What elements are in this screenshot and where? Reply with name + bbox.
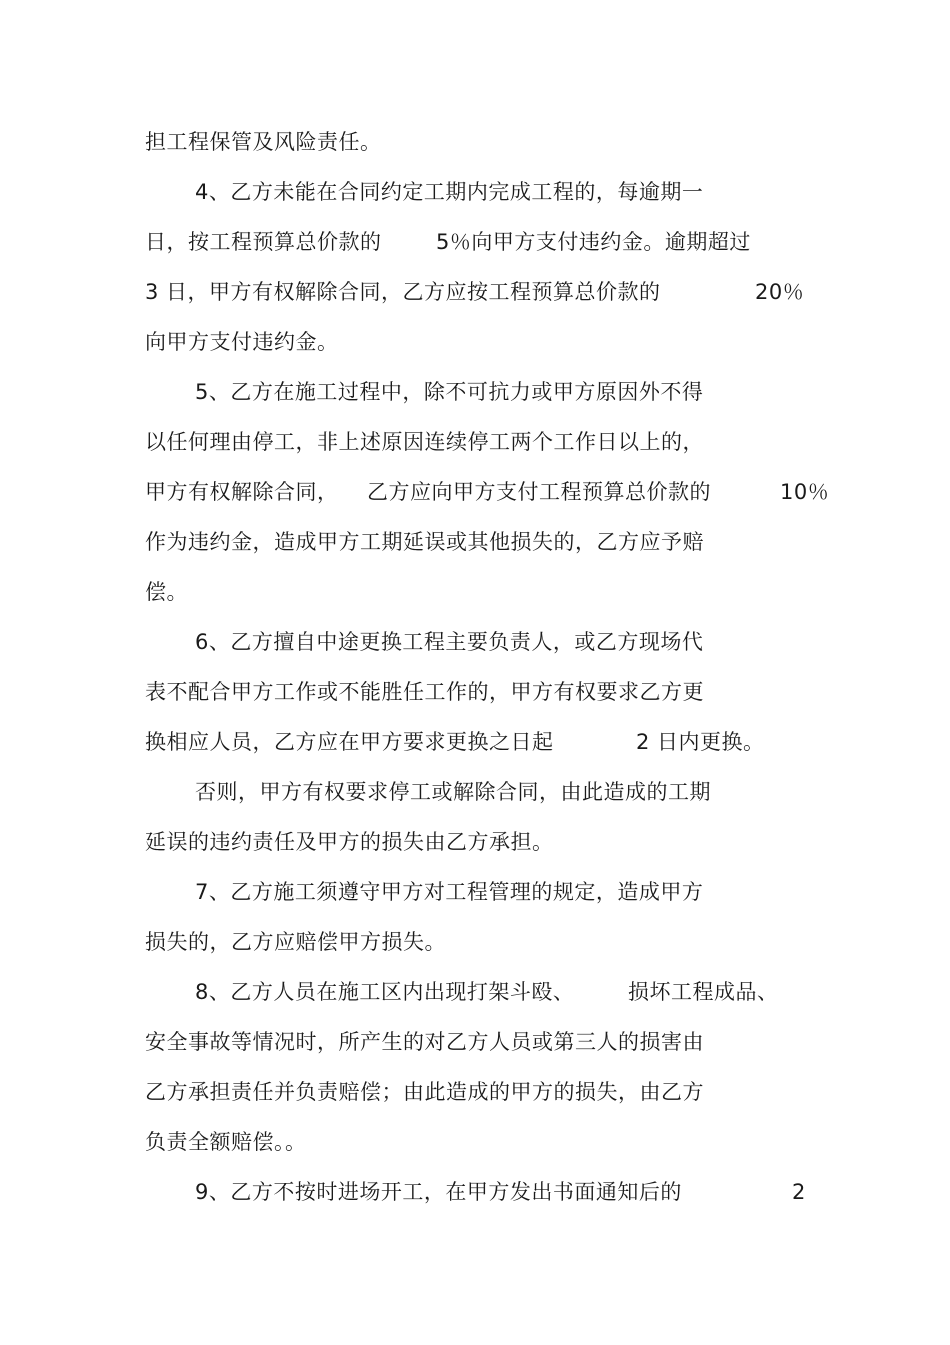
- paragraph-5-line-4: 作为违约金，造成甲方工期延误或其他损失的，乙方应予赔: [145, 530, 704, 554]
- paragraph-6-line-3b: 2 日内更换。: [636, 730, 765, 754]
- paragraph-5-line-5: 偿。: [145, 580, 188, 604]
- text-line: 担工程保管及风险责任。: [145, 130, 382, 154]
- paragraph-4-line-4: 向甲方支付违约金。: [145, 330, 339, 354]
- paragraph-5-line-3b: 乙方应向甲方支付工程预算总价款的: [367, 480, 711, 504]
- paragraph-5-line-2: 以任何理由停工，非上述原因连续停工两个工作日以上的，: [145, 430, 704, 454]
- paragraph-4-line-2b: 5％向甲方支付违约金。逾期超过: [436, 230, 751, 254]
- paragraph-8-line-3: 乙方承担责任并负责赔偿；由此造成的甲方的损失，由乙方: [145, 1080, 704, 1104]
- paragraph-5-line-3a: 甲方有权解除合同，: [145, 480, 339, 504]
- paragraph-8-line-2: 安全事故等情况时，所产生的对乙方人员或第三人的损害由: [145, 1030, 704, 1054]
- paragraph-6b-line-2: 延误的违约责任及甲方的损失由乙方承担。: [145, 830, 554, 854]
- paragraph-6-line-1: 6、乙方擅自中途更换工程主要负责人，或乙方现场代: [195, 630, 704, 654]
- paragraph-8-line-1a: 8、乙方人员在施工区内出现打架斗殴、: [195, 980, 575, 1004]
- paragraph-6-line-2: 表不配合甲方工作或不能胜任工作的，甲方有权要求乙方更: [145, 680, 704, 704]
- paragraph-4-line-2a: 日，按工程预算总价款的: [145, 230, 382, 254]
- paragraph-4-line-1: 4、乙方未能在合同约定工期内完成工程的，每逾期一: [195, 180, 704, 204]
- paragraph-8-line-1b: 损坏工程成品、: [628, 980, 779, 1004]
- paragraph-6b-line-1: 否则，甲方有权要求停工或解除合同，由此造成的工期: [195, 780, 711, 804]
- paragraph-8-line-4: 负责全额赔偿。。: [145, 1130, 307, 1154]
- paragraph-7-line-2: 损失的，乙方应赔偿甲方损失。: [145, 930, 446, 954]
- paragraph-6-line-3a: 换相应人员，乙方应在甲方要求更换之日起: [145, 730, 554, 754]
- paragraph-4-line-3a: 3 日，甲方有权解除合同，乙方应按工程预算总价款的: [145, 280, 661, 304]
- paragraph-9-line-1a: 9、乙方不按时进场开工，在甲方发出书面通知后的: [195, 1180, 682, 1204]
- paragraph-4-line-3b: 20％: [755, 280, 805, 304]
- paragraph-7-line-1: 7、乙方施工须遵守甲方对工程管理的规定，造成甲方: [195, 880, 704, 904]
- paragraph-5-line-3c: 10％: [780, 480, 830, 504]
- paragraph-5-line-1: 5、乙方在施工过程中，除不可抗力或甲方原因外不得: [195, 380, 704, 404]
- paragraph-9-line-1b: 2: [792, 1180, 806, 1204]
